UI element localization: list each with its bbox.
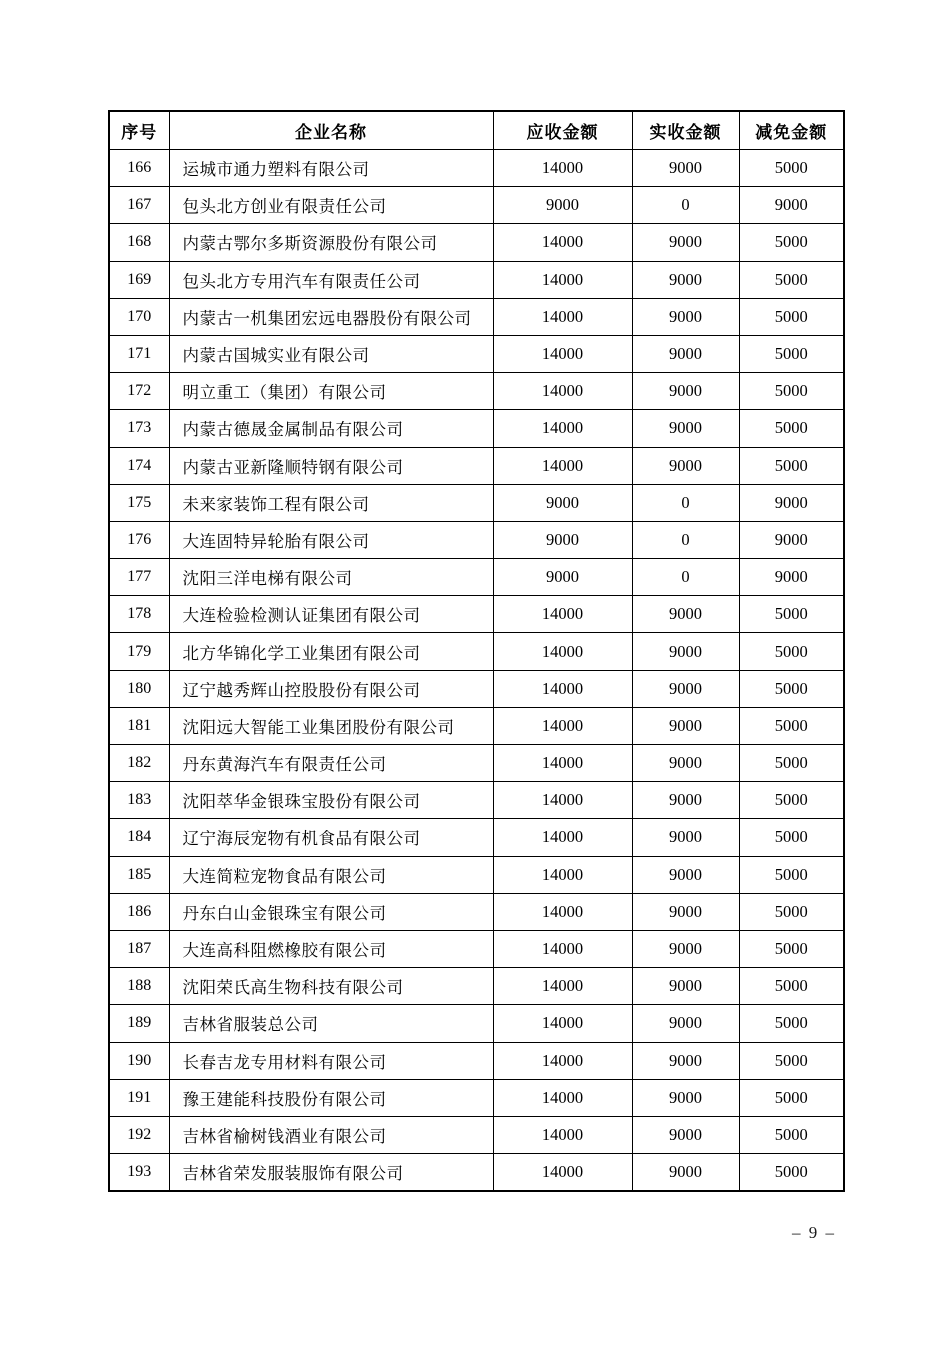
table-row: [109, 298, 844, 335]
cell-serial-number: 179: [109, 633, 169, 670]
cell-receivable-amount: 9000: [493, 187, 632, 224]
table-row: [109, 596, 844, 633]
cell-company-name: 吉林省荣发服装服饰有限公司: [169, 1154, 493, 1192]
cell-company-name: 吉林省服装总公司: [169, 1005, 493, 1042]
cell-received-amount: 9000: [632, 968, 739, 1005]
table-row: [109, 633, 844, 670]
cell-receivable-amount: 14000: [493, 150, 632, 187]
table-row: [109, 782, 844, 819]
cell-reduction-amount: 5000: [739, 782, 844, 819]
cell-company-name: 运城市通力塑料有限公司: [169, 150, 493, 187]
cell-receivable-amount: 14000: [493, 1154, 632, 1192]
table-row: [109, 447, 844, 484]
cell-received-amount: 9000: [632, 261, 739, 298]
cell-received-amount: 0: [632, 559, 739, 596]
cell-receivable-amount: 14000: [493, 782, 632, 819]
cell-receivable-amount: 14000: [493, 930, 632, 967]
cell-receivable-amount: 14000: [493, 633, 632, 670]
cell-company-name: 内蒙古德晟金属制品有限公司: [169, 410, 493, 447]
cell-received-amount: 9000: [632, 782, 739, 819]
cell-company-name: 辽宁越秀辉山控股股份有限公司: [169, 670, 493, 707]
table-row: [109, 261, 844, 298]
header-received-amount: 实收金额: [632, 111, 739, 150]
cell-serial-number: 168: [109, 224, 169, 261]
cell-receivable-amount: 14000: [493, 707, 632, 744]
table-row: [109, 670, 844, 707]
table-row: [109, 559, 844, 596]
cell-received-amount: 9000: [632, 224, 739, 261]
cell-reduction-amount: 5000: [739, 150, 844, 187]
cell-receivable-amount: 9000: [493, 559, 632, 596]
cell-serial-number: 187: [109, 930, 169, 967]
cell-reduction-amount: 5000: [739, 224, 844, 261]
cell-received-amount: 9000: [632, 410, 739, 447]
header-company-name: 企业名称: [169, 111, 493, 150]
cell-receivable-amount: 14000: [493, 261, 632, 298]
cell-reduction-amount: 5000: [739, 373, 844, 410]
cell-receivable-amount: 14000: [493, 670, 632, 707]
header-receivable-amount: 应收金额: [493, 111, 632, 150]
table-row: [109, 410, 844, 447]
cell-company-name: 内蒙古鄂尔多斯资源股份有限公司: [169, 224, 493, 261]
cell-receivable-amount: 14000: [493, 819, 632, 856]
cell-serial-number: 183: [109, 782, 169, 819]
table-row: [109, 521, 844, 558]
cell-serial-number: 189: [109, 1005, 169, 1042]
cell-company-name: 内蒙古亚新隆顺特钢有限公司: [169, 447, 493, 484]
cell-receivable-amount: 14000: [493, 410, 632, 447]
cell-serial-number: 181: [109, 707, 169, 744]
cell-receivable-amount: 14000: [493, 1116, 632, 1153]
cell-reduction-amount: 5000: [739, 1042, 844, 1079]
cell-reduction-amount: 9000: [739, 559, 844, 596]
cell-serial-number: 169: [109, 261, 169, 298]
table-row: [109, 1154, 844, 1192]
cell-reduction-amount: 5000: [739, 1079, 844, 1116]
cell-serial-number: 192: [109, 1116, 169, 1153]
cell-received-amount: 0: [632, 187, 739, 224]
table-row: [109, 187, 844, 224]
cell-reduction-amount: 5000: [739, 819, 844, 856]
cell-serial-number: 175: [109, 484, 169, 521]
page-number: – 9 –: [792, 1223, 836, 1242]
cell-receivable-amount: 14000: [493, 893, 632, 930]
cell-reduction-amount: 5000: [739, 930, 844, 967]
cell-serial-number: 184: [109, 819, 169, 856]
table-row: [109, 856, 844, 893]
cell-reduction-amount: 5000: [739, 745, 844, 782]
cell-received-amount: 9000: [632, 1116, 739, 1153]
cell-received-amount: 9000: [632, 150, 739, 187]
cell-company-name: 内蒙古国城实业有限公司: [169, 335, 493, 372]
cell-received-amount: 9000: [632, 670, 739, 707]
cell-received-amount: 0: [632, 521, 739, 558]
cell-company-name: 沈阳三洋电梯有限公司: [169, 559, 493, 596]
table-row: [109, 745, 844, 782]
cell-serial-number: 170: [109, 298, 169, 335]
cell-reduction-amount: 9000: [739, 484, 844, 521]
table-row: [109, 707, 844, 744]
cell-receivable-amount: 9000: [493, 484, 632, 521]
cell-serial-number: 167: [109, 187, 169, 224]
cell-serial-number: 191: [109, 1079, 169, 1116]
cell-serial-number: 173: [109, 410, 169, 447]
cell-serial-number: 193: [109, 1154, 169, 1192]
cell-receivable-amount: 14000: [493, 1079, 632, 1116]
cell-serial-number: 186: [109, 893, 169, 930]
cell-received-amount: 9000: [632, 298, 739, 335]
cell-company-name: 内蒙古一机集团宏远电器股份有限公司: [169, 298, 493, 335]
cell-reduction-amount: 5000: [739, 893, 844, 930]
cell-received-amount: 9000: [632, 930, 739, 967]
table-row: [109, 150, 844, 187]
cell-serial-number: 174: [109, 447, 169, 484]
table-row: [109, 373, 844, 410]
table-row: [109, 1079, 844, 1116]
cell-receivable-amount: 14000: [493, 447, 632, 484]
cell-reduction-amount: 5000: [739, 410, 844, 447]
header-serial-number: 序号: [109, 111, 169, 150]
cell-received-amount: 0: [632, 484, 739, 521]
cell-reduction-amount: 5000: [739, 596, 844, 633]
cell-company-name: 辽宁海辰宠物有机食品有限公司: [169, 819, 493, 856]
cell-company-name: 沈阳荣氏高生物科技有限公司: [169, 968, 493, 1005]
cell-received-amount: 9000: [632, 596, 739, 633]
cell-company-name: 大连高科阻燃橡胶有限公司: [169, 930, 493, 967]
table-row: [109, 1042, 844, 1079]
cell-company-name: 包头北方创业有限责任公司: [169, 187, 493, 224]
cell-company-name: 长春吉龙专用材料有限公司: [169, 1042, 493, 1079]
cell-serial-number: 182: [109, 745, 169, 782]
table-row: [109, 1005, 844, 1042]
cell-reduction-amount: 5000: [739, 856, 844, 893]
table-row: [109, 968, 844, 1005]
cell-serial-number: 190: [109, 1042, 169, 1079]
cell-reduction-amount: 5000: [739, 298, 844, 335]
cell-reduction-amount: 5000: [739, 335, 844, 372]
cell-reduction-amount: 5000: [739, 1154, 844, 1192]
cell-serial-number: 188: [109, 968, 169, 1005]
cell-receivable-amount: 14000: [493, 224, 632, 261]
table-row: [109, 893, 844, 930]
cell-reduction-amount: 5000: [739, 1005, 844, 1042]
cell-receivable-amount: 14000: [493, 968, 632, 1005]
cell-serial-number: 172: [109, 373, 169, 410]
cell-received-amount: 9000: [632, 819, 739, 856]
cell-company-name: 豫王建能科技股份有限公司: [169, 1079, 493, 1116]
cell-received-amount: 9000: [632, 893, 739, 930]
cell-receivable-amount: 9000: [493, 521, 632, 558]
table-header-row: [109, 111, 844, 150]
cell-reduction-amount: 9000: [739, 521, 844, 558]
table-row: [109, 1116, 844, 1153]
cell-company-name: 包头北方专用汽车有限责任公司: [169, 261, 493, 298]
cell-receivable-amount: 14000: [493, 596, 632, 633]
cell-receivable-amount: 14000: [493, 745, 632, 782]
cell-receivable-amount: 14000: [493, 373, 632, 410]
cell-received-amount: 9000: [632, 373, 739, 410]
table-row: [109, 484, 844, 521]
table-row: [109, 224, 844, 261]
cell-company-name: 丹东白山金银珠宝有限公司: [169, 893, 493, 930]
cell-received-amount: 9000: [632, 447, 739, 484]
cell-reduction-amount: 9000: [739, 187, 844, 224]
cell-serial-number: 177: [109, 559, 169, 596]
cell-received-amount: 9000: [632, 633, 739, 670]
table-row: [109, 819, 844, 856]
cell-reduction-amount: 5000: [739, 447, 844, 484]
cell-serial-number: 166: [109, 150, 169, 187]
cell-received-amount: 9000: [632, 707, 739, 744]
cell-received-amount: 9000: [632, 335, 739, 372]
cell-company-name: 沈阳远大智能工业集团股份有限公司: [169, 707, 493, 744]
cell-company-name: 大连检验检测认证集团有限公司: [169, 596, 493, 633]
cell-company-name: 大连简粒宠物食品有限公司: [169, 856, 493, 893]
cell-receivable-amount: 14000: [493, 335, 632, 372]
cell-company-name: 大连固特异轮胎有限公司: [169, 521, 493, 558]
cell-received-amount: 9000: [632, 1042, 739, 1079]
cell-receivable-amount: 14000: [493, 1042, 632, 1079]
cell-reduction-amount: 5000: [739, 968, 844, 1005]
cell-serial-number: 178: [109, 596, 169, 633]
header-reduction-amount: 减免金额: [739, 111, 844, 150]
cell-serial-number: 180: [109, 670, 169, 707]
cell-serial-number: 171: [109, 335, 169, 372]
cell-company-name: 北方华锦化学工业集团有限公司: [169, 633, 493, 670]
cell-received-amount: 9000: [632, 856, 739, 893]
cell-company-name: 未来家装饰工程有限公司: [169, 484, 493, 521]
cell-reduction-amount: 5000: [739, 633, 844, 670]
table-body: [109, 150, 844, 1192]
cell-received-amount: 9000: [632, 1154, 739, 1192]
cell-company-name: 明立重工（集团）有限公司: [169, 373, 493, 410]
cell-reduction-amount: 5000: [739, 261, 844, 298]
cell-received-amount: 9000: [632, 1079, 739, 1116]
fee-table: [108, 110, 845, 1192]
cell-company-name: 沈阳萃华金银珠宝股份有限公司: [169, 782, 493, 819]
cell-received-amount: 9000: [632, 1005, 739, 1042]
cell-receivable-amount: 14000: [493, 298, 632, 335]
cell-received-amount: 9000: [632, 745, 739, 782]
cell-company-name: 丹东黄海汽车有限责任公司: [169, 745, 493, 782]
cell-company-name: 吉林省榆树钱酒业有限公司: [169, 1116, 493, 1153]
cell-reduction-amount: 5000: [739, 670, 844, 707]
cell-reduction-amount: 5000: [739, 1116, 844, 1153]
table-row: [109, 335, 844, 372]
table-row: [109, 930, 844, 967]
cell-reduction-amount: 5000: [739, 707, 844, 744]
cell-serial-number: 176: [109, 521, 169, 558]
cell-receivable-amount: 14000: [493, 856, 632, 893]
cell-receivable-amount: 14000: [493, 1005, 632, 1042]
cell-serial-number: 185: [109, 856, 169, 893]
